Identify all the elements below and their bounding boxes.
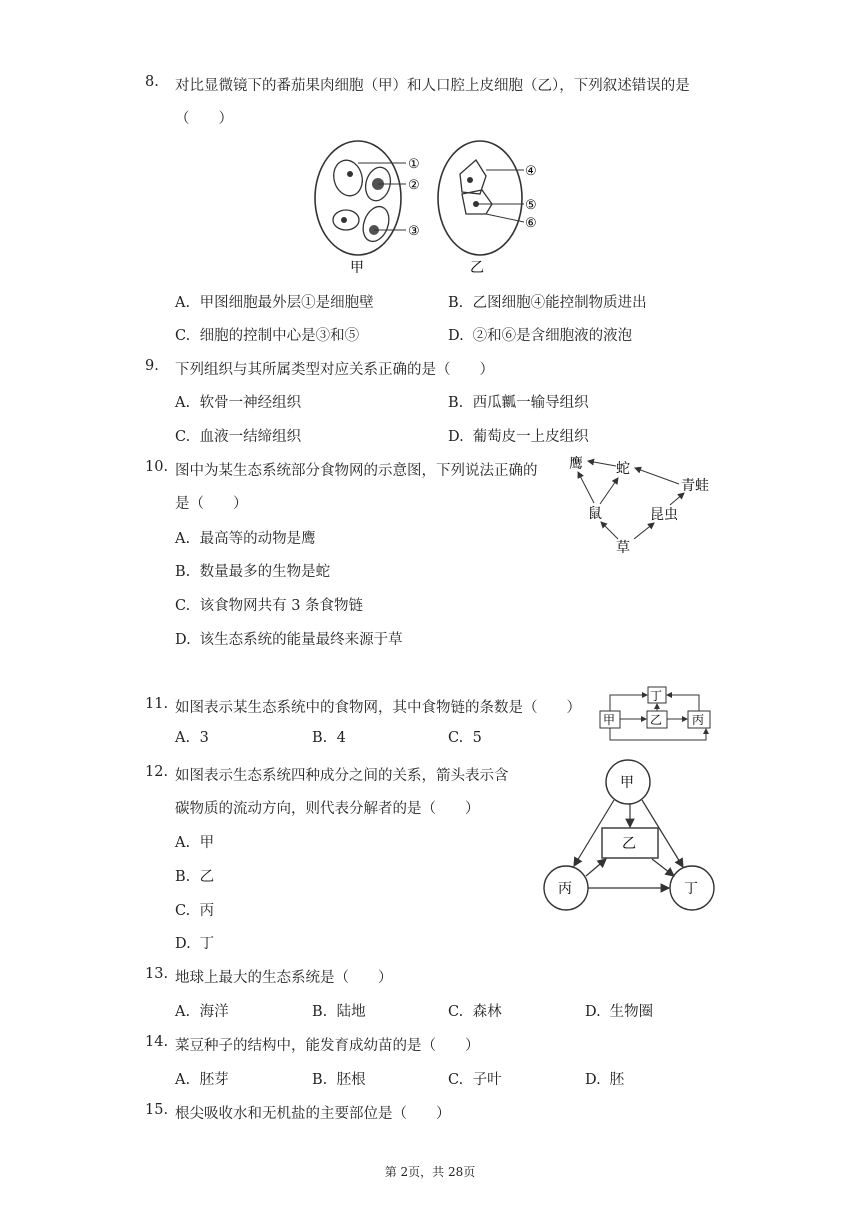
- question-12-stem: 如图表示生态系统四种成分之间的关系，箭头表示含: [175, 768, 509, 784]
- question-14-stem: 菜豆种子的结构中，能发育成幼苗的是（ ）: [175, 1038, 480, 1054]
- question-10-stem: 图中为某生态系统部分食物网的示意图，下列说法正确的: [175, 463, 538, 479]
- node-qingwa: 青蛙: [681, 478, 709, 494]
- box-jia: 甲: [603, 713, 616, 727]
- box-yi: 乙: [650, 713, 663, 727]
- page-footer: 第 2页，共 28页: [384, 1165, 476, 1179]
- q13-option-d[interactable]: D. 生物圈: [585, 1004, 654, 1020]
- node-she: 蛇: [616, 461, 630, 477]
- label-yi: 乙: [470, 260, 484, 276]
- question-11-stem: 如图表示某生态系统中的食物网，其中食物链的条数是（ ）: [175, 700, 581, 716]
- q11-option-a[interactable]: A. 3: [175, 730, 209, 746]
- question-9-stem: 下列组织与其所属类型对应关系正确的是（ ）: [175, 362, 494, 378]
- node-ding: 丁: [684, 881, 698, 897]
- node-shu: 鼠: [588, 506, 602, 522]
- q14-option-b[interactable]: B. 胚根: [312, 1072, 366, 1088]
- q12-option-a[interactable]: A. 甲: [175, 835, 215, 851]
- question-15-stem: 根尖吸收水和无机盐的主要部位是（ ）: [175, 1106, 451, 1122]
- question-10-stem-line2: 是（ ）: [175, 496, 248, 512]
- q10-option-b[interactable]: B. 数量最多的生物是蛇: [175, 564, 331, 580]
- q14-option-a[interactable]: A. 胚芽: [175, 1072, 229, 1088]
- q14-option-c[interactable]: C. 子叶: [448, 1072, 502, 1088]
- node-jia: 甲: [620, 775, 634, 791]
- q10-option-a[interactable]: A. 最高等的动物是鹰: [175, 531, 316, 547]
- label-jia: 甲: [350, 260, 364, 276]
- q13-option-b[interactable]: B. 陆地: [312, 1004, 366, 1020]
- ecosystem-diagram: [540, 756, 720, 914]
- q12-option-c[interactable]: C. 丙: [175, 903, 215, 919]
- question-14-number: 14.: [145, 1034, 169, 1050]
- box-bing: 丙: [692, 713, 705, 727]
- food-web-diagram-q11: [596, 684, 720, 746]
- question-15-number: 15.: [145, 1102, 169, 1118]
- q9-option-d[interactable]: D. 葡萄皮一上皮组织: [448, 429, 589, 445]
- label-2: ②: [408, 178, 420, 193]
- box-ding: 丁: [650, 689, 663, 703]
- question-8-number: 8.: [145, 74, 159, 90]
- question-13-number: 13.: [145, 966, 169, 982]
- node-kunchong: 昆虫: [650, 507, 678, 523]
- question-13-stem: 地球上最大的生态系统是（ ）: [175, 970, 393, 986]
- q9-option-c[interactable]: C. 血液一结缔组织: [175, 429, 302, 445]
- label-3: ③: [408, 224, 420, 239]
- q11-option-c[interactable]: C. 5: [448, 730, 482, 746]
- node-bing: 丙: [558, 881, 572, 897]
- label-6: ⑥: [525, 216, 537, 231]
- q8-option-d[interactable]: D. ②和⑥是含细胞液的液泡: [448, 328, 633, 344]
- node-cao: 草: [616, 540, 630, 556]
- q13-option-c[interactable]: C. 森林: [448, 1004, 502, 1020]
- q11-option-b[interactable]: B. 4: [312, 730, 346, 746]
- label-1: ①: [408, 157, 420, 172]
- question-9-number: 9.: [145, 358, 159, 374]
- q12-option-d[interactable]: D. 丁: [175, 936, 215, 952]
- question-12-number: 12.: [145, 764, 169, 780]
- question-8-stem: 对比显微镜下的番茄果肉细胞（甲）和人口腔上皮细胞（乙），下列叙述错误的是: [175, 78, 690, 94]
- label-5: ⑤: [525, 198, 537, 213]
- label-4: ④: [525, 164, 537, 179]
- cell-diagram: [310, 132, 550, 278]
- food-web-diagram: [564, 450, 724, 560]
- q8-option-a[interactable]: A. 甲图细胞最外层①是细胞壁: [175, 295, 374, 311]
- q10-option-c[interactable]: C. 该食物网共有 3 条食物链: [175, 598, 364, 614]
- q12-option-b[interactable]: B. 乙: [175, 869, 215, 885]
- question-11-number: 11.: [145, 696, 169, 712]
- q9-option-b[interactable]: B. 西瓜瓤一输导组织: [448, 395, 589, 411]
- q13-option-a[interactable]: A. 海洋: [175, 1004, 229, 1020]
- node-yi: 乙: [622, 836, 636, 852]
- q9-option-a[interactable]: A. 软骨一神经组织: [175, 395, 302, 411]
- q10-option-d[interactable]: D. 该生态系统的能量最终来源于草: [175, 632, 403, 648]
- question-12-stem-line2: 碳物质的流动方向，则代表分解者的是（ ）: [175, 801, 480, 817]
- question-10-number: 10.: [145, 459, 169, 475]
- q8-option-b[interactable]: B. 乙图细胞④能控制物质进出: [448, 295, 647, 311]
- question-8-paren: （ ）: [175, 111, 233, 127]
- q14-option-d[interactable]: D. 胚: [585, 1072, 625, 1088]
- node-ying: 鹰: [569, 456, 583, 472]
- q8-option-c[interactable]: C. 细胞的控制中心是③和⑤: [175, 328, 360, 344]
